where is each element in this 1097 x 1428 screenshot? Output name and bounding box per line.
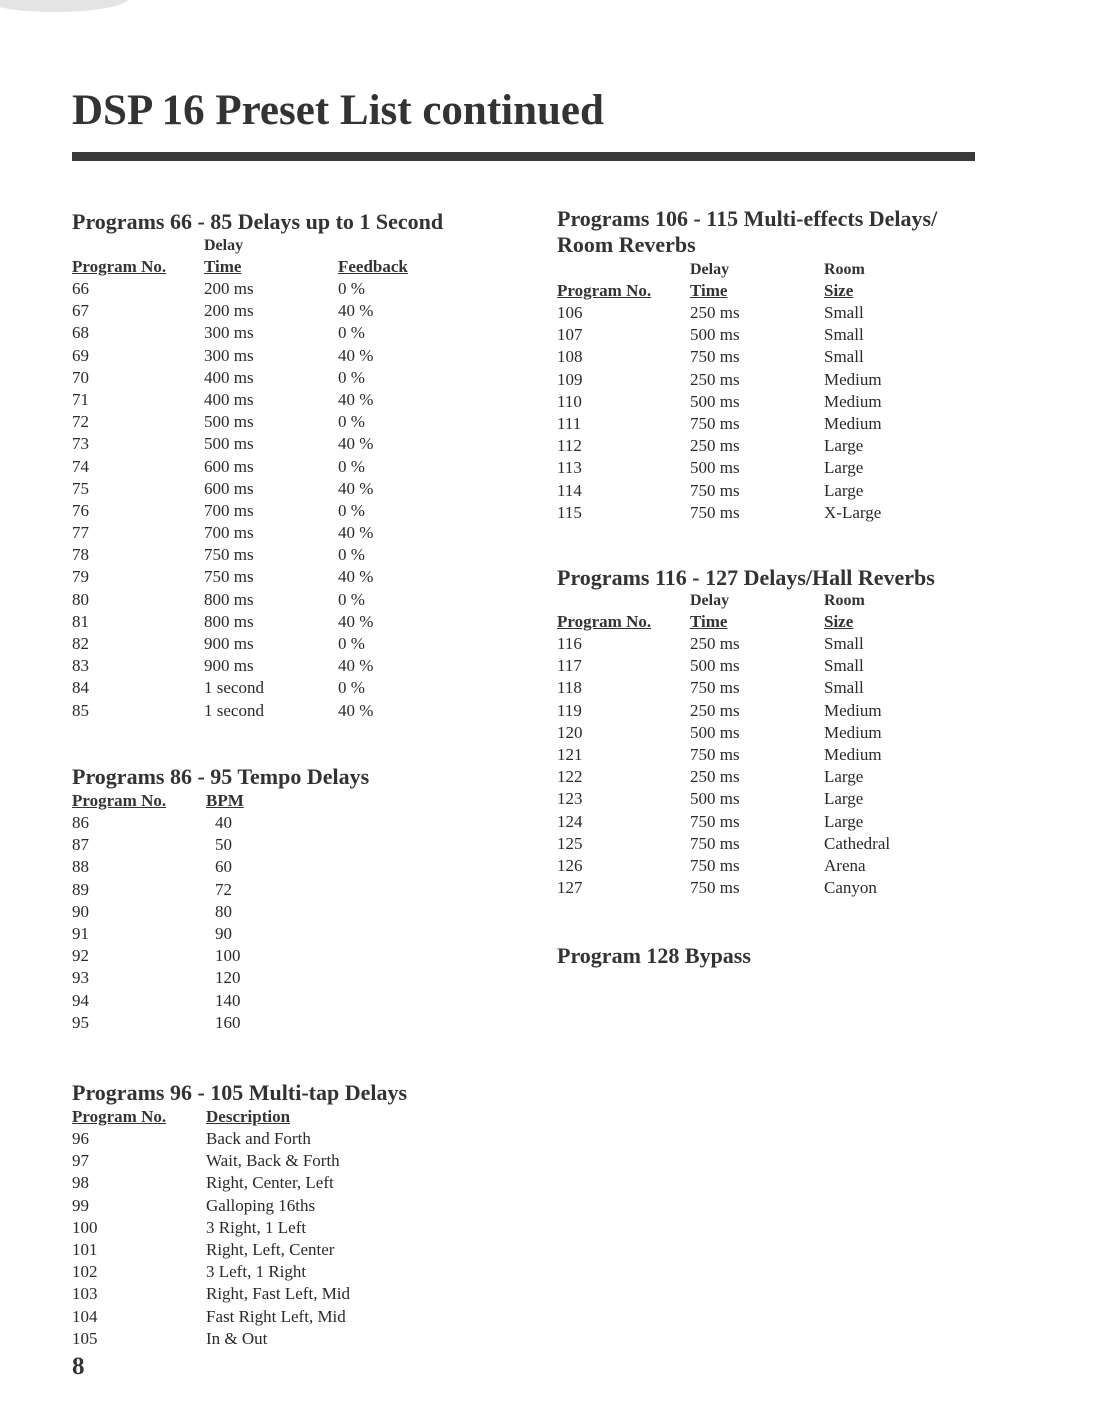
delays-col-program: Program No. [72,257,167,276]
table-row [72,633,492,655]
cell-time: 750 ms [204,567,254,587]
table-row [72,967,492,989]
table-row [72,433,492,455]
cell-time: 1 second [204,678,264,698]
cell-time: 500 ms [690,458,740,478]
table-row [557,413,997,435]
delays-heading: Programs 66 - 85 Delays up to 1 Second [72,209,444,234]
tempo-table [72,812,492,1034]
cell-bpm: 50 [215,835,232,855]
cell-num: 75 [72,478,89,498]
cell-num: 96 [72,1129,89,1148]
cell-num: 70 [72,367,89,387]
cell-num: 116 [557,634,582,653]
table-row [72,500,492,522]
cell-feedback: 40 % [338,478,374,498]
cell-feedback: 0 % [338,589,365,609]
table-row [72,300,492,322]
room-heading-line1: Programs 106 - 115 Multi-effects Delays/ [557,206,938,231]
cell-num: 92 [72,946,89,966]
cell-time: 500 ms [690,325,740,345]
cell-size: Large [824,767,864,787]
cell-feedback: 0 % [338,367,365,387]
cell-size: Large [824,436,864,456]
cell-desc: Wait, Back & Forth [206,1151,340,1171]
cell-num: 106 [557,303,583,322]
cell-feedback: 40 % [338,523,374,543]
cell-time: 500 ms [690,391,740,411]
table-row [72,611,492,633]
delays-col-time-top: Delay [204,237,244,254]
cell-num: 127 [557,878,583,898]
cell-desc: Back and Forth [206,1129,311,1148]
cell-size: X-Large [824,502,882,522]
table-row [72,1217,492,1239]
cell-num: 100 [72,1217,98,1237]
cell-feedback: 40 % [338,434,374,454]
cell-num: 105 [72,1328,98,1348]
cell-feedback: 40 % [338,656,374,676]
cell-num: 110 [557,391,582,411]
cell-feedback: 40 % [338,567,374,587]
cell-num: 89 [72,879,89,899]
cell-num: 80 [72,589,89,609]
cell-size: Medium [824,391,882,411]
cell-num: 111 [557,413,582,433]
cell-size: Medium [824,744,882,764]
page-number: 8 [72,1353,85,1380]
cell-num: 77 [72,523,89,543]
multitap-section [72,1080,492,1350]
cell-num: 98 [72,1173,89,1193]
cell-feedback: 0 % [338,412,365,432]
cell-num: 117 [557,656,582,676]
cell-num: 113 [557,458,582,478]
cell-size: Small [824,325,864,345]
delays-table [72,278,492,722]
cell-size: Medium [824,722,882,742]
table-row [557,655,997,677]
cell-time: 250 ms [690,303,740,322]
cell-num: 122 [557,767,583,787]
cell-time: 400 ms [204,367,254,387]
table-row [557,877,997,899]
table-row [557,811,997,833]
cell-feedback: 40 % [338,389,374,409]
cell-num: 66 [72,279,89,298]
table-row [557,700,997,722]
table-row [72,677,492,699]
table-row [557,302,997,324]
cell-desc: In & Out [206,1328,268,1348]
cell-feedback: 40 % [338,611,374,631]
cell-feedback: 40 % [338,345,374,365]
tempo-header [72,790,492,812]
table-row [72,1283,492,1305]
bypass-section [557,943,997,969]
cell-num: 94 [72,990,89,1010]
table-row [557,435,997,457]
room-col-time: Time [690,281,728,300]
cell-size: Large [824,789,864,809]
cell-num: 104 [72,1306,98,1326]
hall-header-top [557,591,997,611]
table-row [557,324,997,346]
cell-size: Small [824,303,864,322]
cell-time: 250 ms [690,767,740,787]
cell-desc: 3 Right, 1 Left [206,1217,307,1237]
cell-bpm: 80 [215,901,232,921]
room-col-size: Size [824,281,854,300]
cell-bpm: 40 [215,813,232,832]
cell-num: 73 [72,434,89,454]
table-row [72,322,492,344]
cell-bpm: 120 [215,968,241,988]
cell-size: Medium [824,369,882,389]
table-row [72,478,492,500]
cell-feedback: 0 % [338,279,365,298]
cell-num: 93 [72,968,89,988]
room-col-size-top: Room [824,261,865,278]
multitap-heading: Programs 96 - 105 Multi-tap Delays [72,1080,408,1105]
cell-bpm: 60 [215,857,232,877]
table-row [72,1239,492,1261]
cell-feedback: 0 % [338,678,365,698]
room-header [557,280,997,302]
cell-time: 750 ms [690,878,740,898]
tempo-col-bpm: BPM [206,791,244,810]
cell-time: 250 ms [690,436,740,456]
room-col-time-top: Delay [690,261,730,278]
table-row [72,1261,492,1283]
table-row [72,879,492,901]
cell-time: 250 ms [690,634,740,653]
cell-desc: Right, Left, Center [206,1239,335,1259]
cell-num: 74 [72,456,89,476]
table-row [72,1012,492,1034]
cell-num: 124 [557,811,583,831]
table-row [72,1328,492,1350]
cell-bpm: 100 [215,946,241,966]
table-row [72,1172,492,1194]
table-row [72,411,492,433]
cell-num: 102 [72,1262,98,1282]
cell-time: 900 ms [204,634,254,653]
table-row [72,856,492,878]
table-row [72,389,492,411]
cell-num: 114 [557,480,582,500]
table-row [72,945,492,967]
cell-num: 97 [72,1151,89,1171]
cell-desc: Galloping 16ths [206,1195,316,1215]
table-row [557,480,997,502]
hall-section [557,565,997,899]
tempo-col-program: Program No. [72,791,167,810]
cell-num: 67 [72,301,89,321]
cell-size: Medium [824,413,882,433]
table-row [72,345,492,367]
cell-time: 600 ms [204,478,254,498]
table-row [72,990,492,1012]
cell-time: 500 ms [204,412,254,432]
cell-size: Small [824,634,864,653]
cell-num: 108 [557,347,583,367]
cell-num: 86 [72,813,89,832]
cell-feedback: 0 % [338,323,365,343]
cell-num: 121 [557,744,583,764]
cell-size: Large [824,811,864,831]
cell-time: 250 ms [690,700,740,720]
room-heading-line2: Room Reverbs [557,232,696,257]
cell-time: 300 ms [204,323,254,343]
table-row [557,833,997,855]
multitap-col-program: Program No. [72,1107,167,1126]
cell-size: Small [824,347,864,367]
hall-col-size: Size [824,612,854,631]
cell-num: 99 [72,1195,89,1215]
cell-time: 750 ms [690,502,740,522]
cell-num: 71 [72,389,89,409]
table-row [557,391,997,413]
table-row [72,700,492,722]
cell-feedback: 0 % [338,634,365,653]
cell-num: 90 [72,901,89,921]
table-row [557,677,997,699]
cell-feedback: 0 % [338,545,365,565]
cell-num: 81 [72,611,89,631]
cell-feedback: 40 % [338,301,374,321]
cell-num: 69 [72,345,89,365]
hall-col-time-top: Delay [690,592,730,609]
cell-size: Small [824,656,864,676]
cell-time: 500 ms [204,434,254,454]
cell-bpm: 90 [215,923,232,943]
cell-time: 750 ms [690,678,740,698]
cell-time: 750 ms [690,480,740,500]
delays-header-top [72,236,492,256]
cell-num: 87 [72,835,89,855]
table-row [72,901,492,923]
cell-time: 500 ms [690,656,740,676]
cell-num: 79 [72,567,89,587]
cell-time: 750 ms [204,545,254,565]
table-row [557,855,997,877]
cell-num: 88 [72,857,89,877]
scan-smudge [0,0,130,12]
cell-time: 700 ms [204,500,254,520]
cell-size: Canyon [824,878,877,898]
cell-num: 84 [72,678,89,698]
table-row [72,812,492,834]
table-row [72,655,492,677]
cell-num: 119 [557,700,582,720]
cell-num: 68 [72,323,89,343]
cell-size: Large [824,480,864,500]
table-row [557,744,997,766]
table-row [557,346,997,368]
cell-time: 800 ms [204,611,254,631]
cell-size: Cathedral [824,833,891,853]
cell-time: 750 ms [690,833,740,853]
room-col-program: Program No. [557,281,652,300]
table-row [72,589,492,611]
cell-num: 103 [72,1284,98,1304]
table-row [72,544,492,566]
delays-col-time: Time [204,257,242,276]
room-table [557,302,997,524]
cell-num: 118 [557,678,582,698]
hall-table [557,633,997,899]
cell-bpm: 72 [215,879,232,899]
cell-time: 200 ms [204,301,254,321]
multitap-col-description: Description [206,1107,291,1126]
cell-size: Medium [824,700,882,720]
hall-header [557,611,997,633]
page-title: DSP 16 Preset List continued [72,87,604,134]
title-rule [72,152,975,161]
hall-col-size-top: Room [824,592,865,609]
table-row [72,1195,492,1217]
hall-col-time: Time [690,612,728,631]
table-row [557,369,997,391]
table-row [557,788,997,810]
delays-col-feedback: Feedback [338,257,408,276]
bypass-heading: Program 128 Bypass [557,943,751,968]
table-row [557,722,997,744]
cell-num: 123 [557,789,583,809]
table-row [72,522,492,544]
cell-time: 250 ms [690,369,740,389]
hall-col-program: Program No. [557,612,652,631]
table-row [72,834,492,856]
table-row [72,1150,492,1172]
cell-time: 600 ms [204,456,254,476]
cell-num: 72 [72,412,89,432]
cell-size: Small [824,678,864,698]
table-row [557,766,997,788]
cell-desc: Right, Center, Left [206,1173,334,1193]
cell-bpm: 140 [215,990,241,1010]
cell-feedback: 0 % [338,500,365,520]
cell-time: 800 ms [204,589,254,609]
table-row [72,566,492,588]
cell-desc: 3 Left, 1 Right [206,1262,307,1282]
cell-num: 126 [557,855,583,875]
table-row [72,367,492,389]
multitap-header [72,1106,492,1128]
delays-section [72,209,492,722]
cell-time: 200 ms [204,279,254,298]
table-row [72,923,492,945]
table-row [557,502,997,524]
cell-num: 83 [72,656,89,676]
cell-num: 109 [557,369,583,389]
tempo-section [72,764,492,1034]
cell-num: 78 [72,545,89,565]
cell-time: 300 ms [204,345,254,365]
table-row [72,1128,492,1150]
table-row [72,456,492,478]
cell-num: 82 [72,634,89,653]
cell-num: 95 [72,1012,89,1032]
table-row [72,1306,492,1328]
cell-num: 76 [72,500,89,520]
cell-time: 1 second [204,700,264,720]
cell-time: 500 ms [690,789,740,809]
table-row [557,633,997,655]
cell-time: 750 ms [690,811,740,831]
cell-num: 101 [72,1239,98,1259]
cell-bpm: 160 [215,1012,241,1032]
cell-num: 91 [72,923,89,943]
tempo-heading: Programs 86 - 95 Tempo Delays [72,764,370,789]
cell-time: 500 ms [690,722,740,742]
cell-num: 115 [557,502,582,522]
cell-feedback: 40 % [338,700,374,720]
multitap-table [72,1128,492,1350]
delays-header [72,256,492,278]
table-row [72,278,492,300]
cell-desc: Fast Right Left, Mid [206,1306,346,1326]
cell-num: 125 [557,833,583,853]
cell-num: 112 [557,436,582,456]
cell-size: Large [824,458,864,478]
cell-feedback: 0 % [338,456,365,476]
table-row [557,457,997,479]
cell-time: 750 ms [690,347,740,367]
cell-num: 85 [72,700,89,720]
cell-time: 700 ms [204,523,254,543]
cell-desc: Right, Fast Left, Mid [206,1284,351,1304]
cell-time: 400 ms [204,389,254,409]
room-header-top [557,260,997,280]
cell-time: 750 ms [690,744,740,764]
hall-heading: Programs 116 - 127 Delays/Hall Reverbs [557,565,935,590]
room-section [557,206,997,524]
cell-time: 750 ms [690,855,740,875]
cell-time: 900 ms [204,656,254,676]
cell-num: 120 [557,722,583,742]
cell-num: 107 [557,325,583,345]
cell-time: 750 ms [690,413,740,433]
cell-size: Arena [824,855,866,875]
